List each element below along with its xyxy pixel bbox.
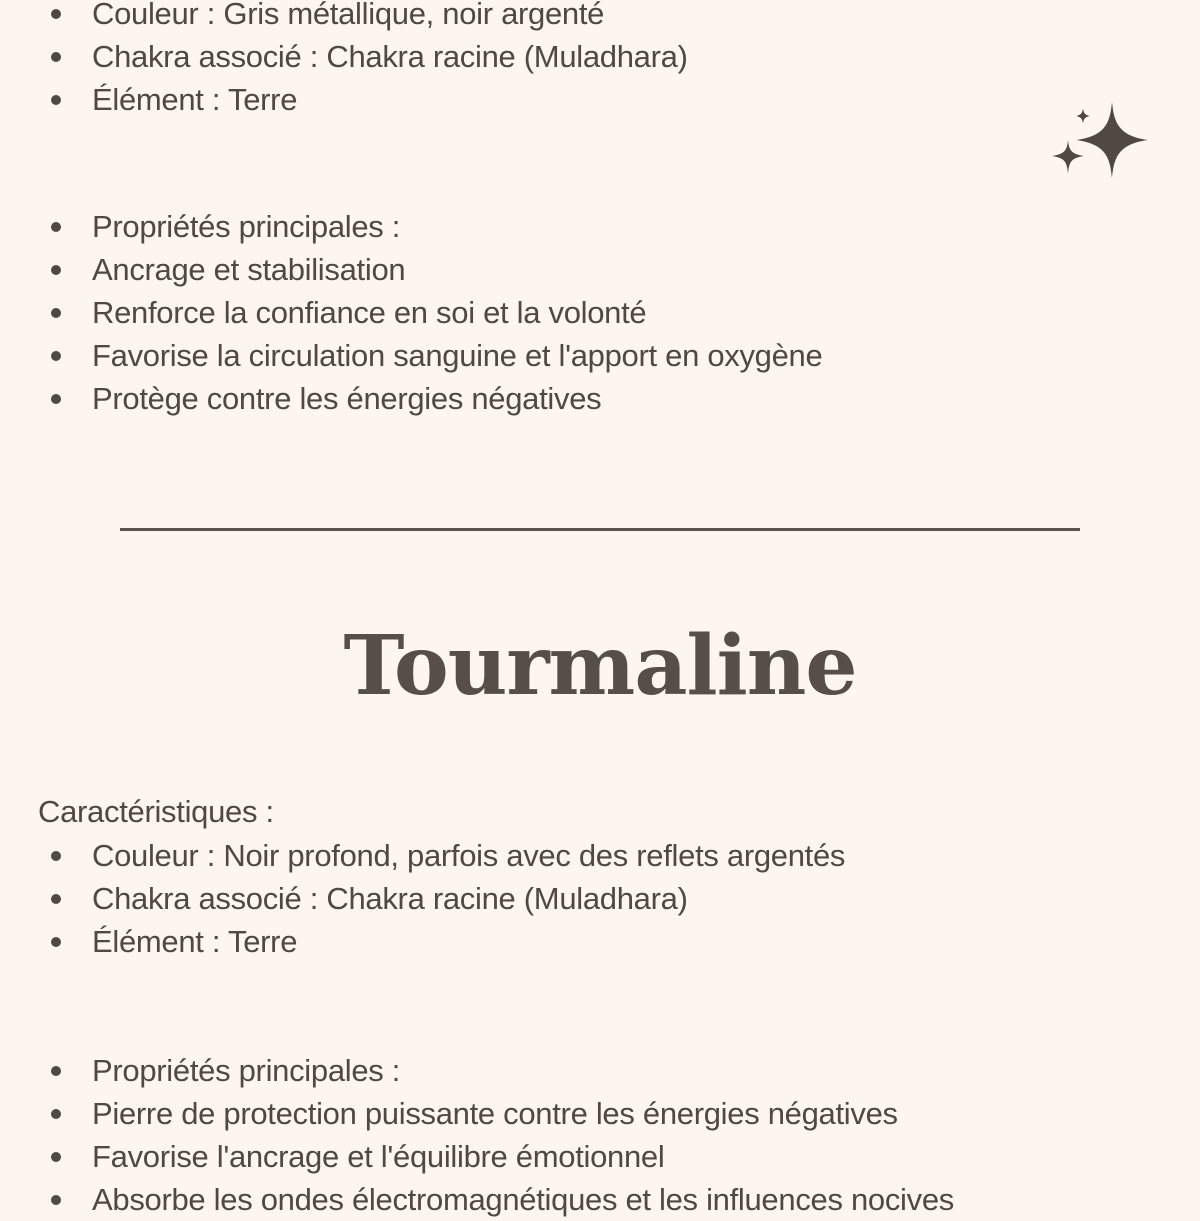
list-item: Propriétés principales : — [0, 1049, 954, 1092]
section-divider — [120, 528, 1080, 531]
list-item: Chakra associé : Chakra racine (Muladhara) — [0, 35, 688, 78]
bullet-icon — [51, 308, 61, 318]
list-item: Favorise la circulation sanguine et l'apport en oxygène — [0, 334, 822, 377]
list-item: Élément : Terre — [0, 920, 845, 963]
bullet-icon — [51, 937, 61, 947]
bullet-icon — [51, 1066, 61, 1076]
bullet-icon — [51, 851, 61, 861]
sparkles-icon — [1048, 100, 1152, 180]
bullet-icon — [51, 9, 61, 19]
list-item: Couleur : Noir profond, parfois avec des reflets argentés — [0, 834, 845, 877]
list-item: Ancrage et stabilisation — [0, 248, 822, 291]
list-item: Couleur : Gris métallique, noir argenté — [0, 0, 688, 35]
list-item: Pierre de protection puissante contre les énergies négatives — [0, 1092, 954, 1135]
list-item: Renforce la confiance en soi et la volonté — [0, 291, 822, 334]
characteristics-label: Caractéristiques : — [38, 794, 274, 829]
bullet-icon — [51, 1109, 61, 1119]
top-properties-list — [0, 205, 822, 420]
list-item: Favorise l'ancrage et l'équilibre émotionnel — [0, 1135, 954, 1178]
tourmaline-properties-list — [0, 1049, 954, 1221]
list-item: Chakra associé : Chakra racine (Muladhara) — [0, 877, 845, 920]
bullet-icon — [51, 52, 61, 62]
top-characteristics-list — [0, 0, 688, 121]
list-item: Propriétés principales : — [0, 205, 822, 248]
bullet-icon — [51, 222, 61, 232]
list-item: Protège contre les énergies négatives — [0, 377, 822, 420]
bullet-icon — [51, 95, 61, 105]
bullet-icon — [51, 1152, 61, 1162]
list-item: Élément : Terre — [0, 78, 688, 121]
bullet-icon — [51, 894, 61, 904]
bullet-icon — [51, 351, 61, 361]
bullet-icon — [51, 394, 61, 404]
section-title: Tourmaline — [343, 618, 857, 714]
tourmaline-characteristics-list — [0, 834, 845, 963]
list-item: Absorbe les ondes électromagnétiques et les influences nocives — [0, 1178, 954, 1221]
bullet-icon — [51, 265, 61, 275]
